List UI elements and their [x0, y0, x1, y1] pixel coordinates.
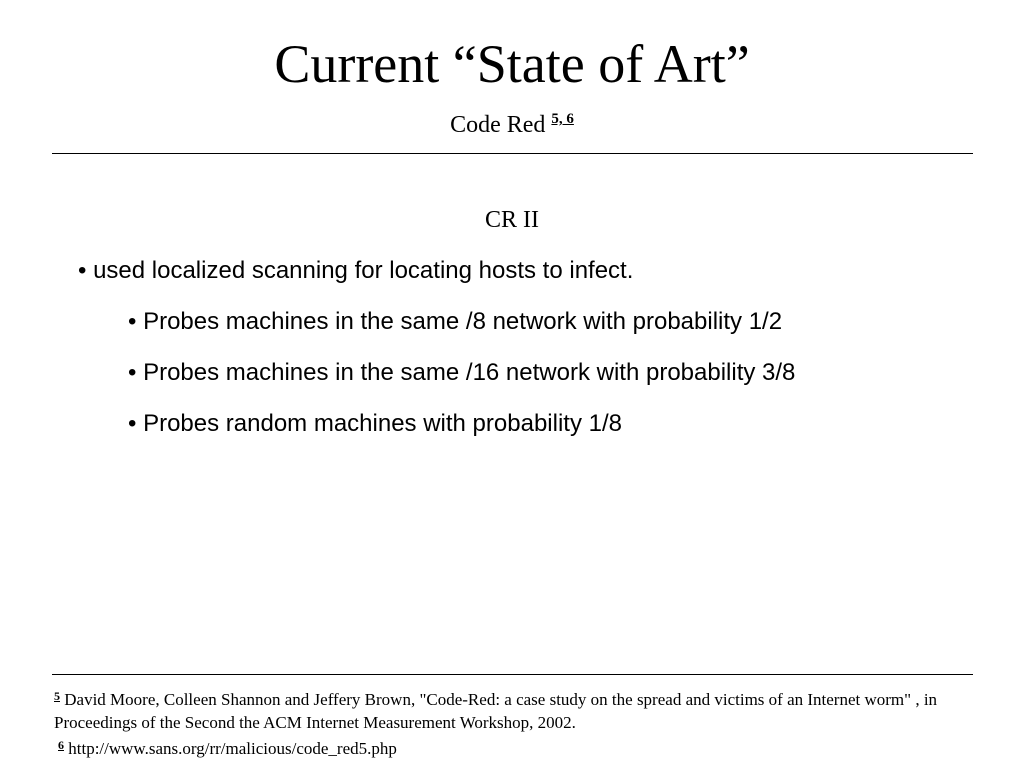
slide-title: Current “State of Art”	[274, 34, 750, 94]
sub-bullet-item-1: • Probes machines in the same /8 network with probability 1/2	[128, 308, 783, 335]
bullet-item-1: • used localized scanning for locating hosts to infect.	[78, 257, 634, 284]
slide-subtitle	[0, 104, 1024, 140]
footnote-6-text: http://www.sans.org/rr/malicious/code_red5.php	[68, 739, 397, 758]
subtitle-reference-marks: 5, 6	[551, 111, 574, 127]
top-divider	[52, 153, 973, 154]
footnote-5-text: David Moore, Colleen Shannon and Jeffery Brown, "Code-Red: a case study on the spread and victims of an Internet worm" , in Proceedings of the Second the ACM Internet Measurement Workshop, 2002.	[54, 690, 938, 732]
sub-bullet-item-3: • Probes random machines with probability 1/8	[128, 410, 622, 437]
subtitle-text: Code Red	[450, 112, 546, 138]
section-heading: CR II	[485, 207, 539, 233]
footnote-5	[54, 685, 954, 734]
sub-bullet-item-2: • Probes machines in the same /16 network with probability 3/8	[128, 359, 796, 386]
bottom-divider	[52, 674, 973, 675]
footnote-5-marker: 5	[54, 689, 60, 703]
footnote-6-marker: 6	[58, 738, 64, 752]
footnotes	[54, 685, 954, 760]
footnote-6	[54, 734, 954, 760]
